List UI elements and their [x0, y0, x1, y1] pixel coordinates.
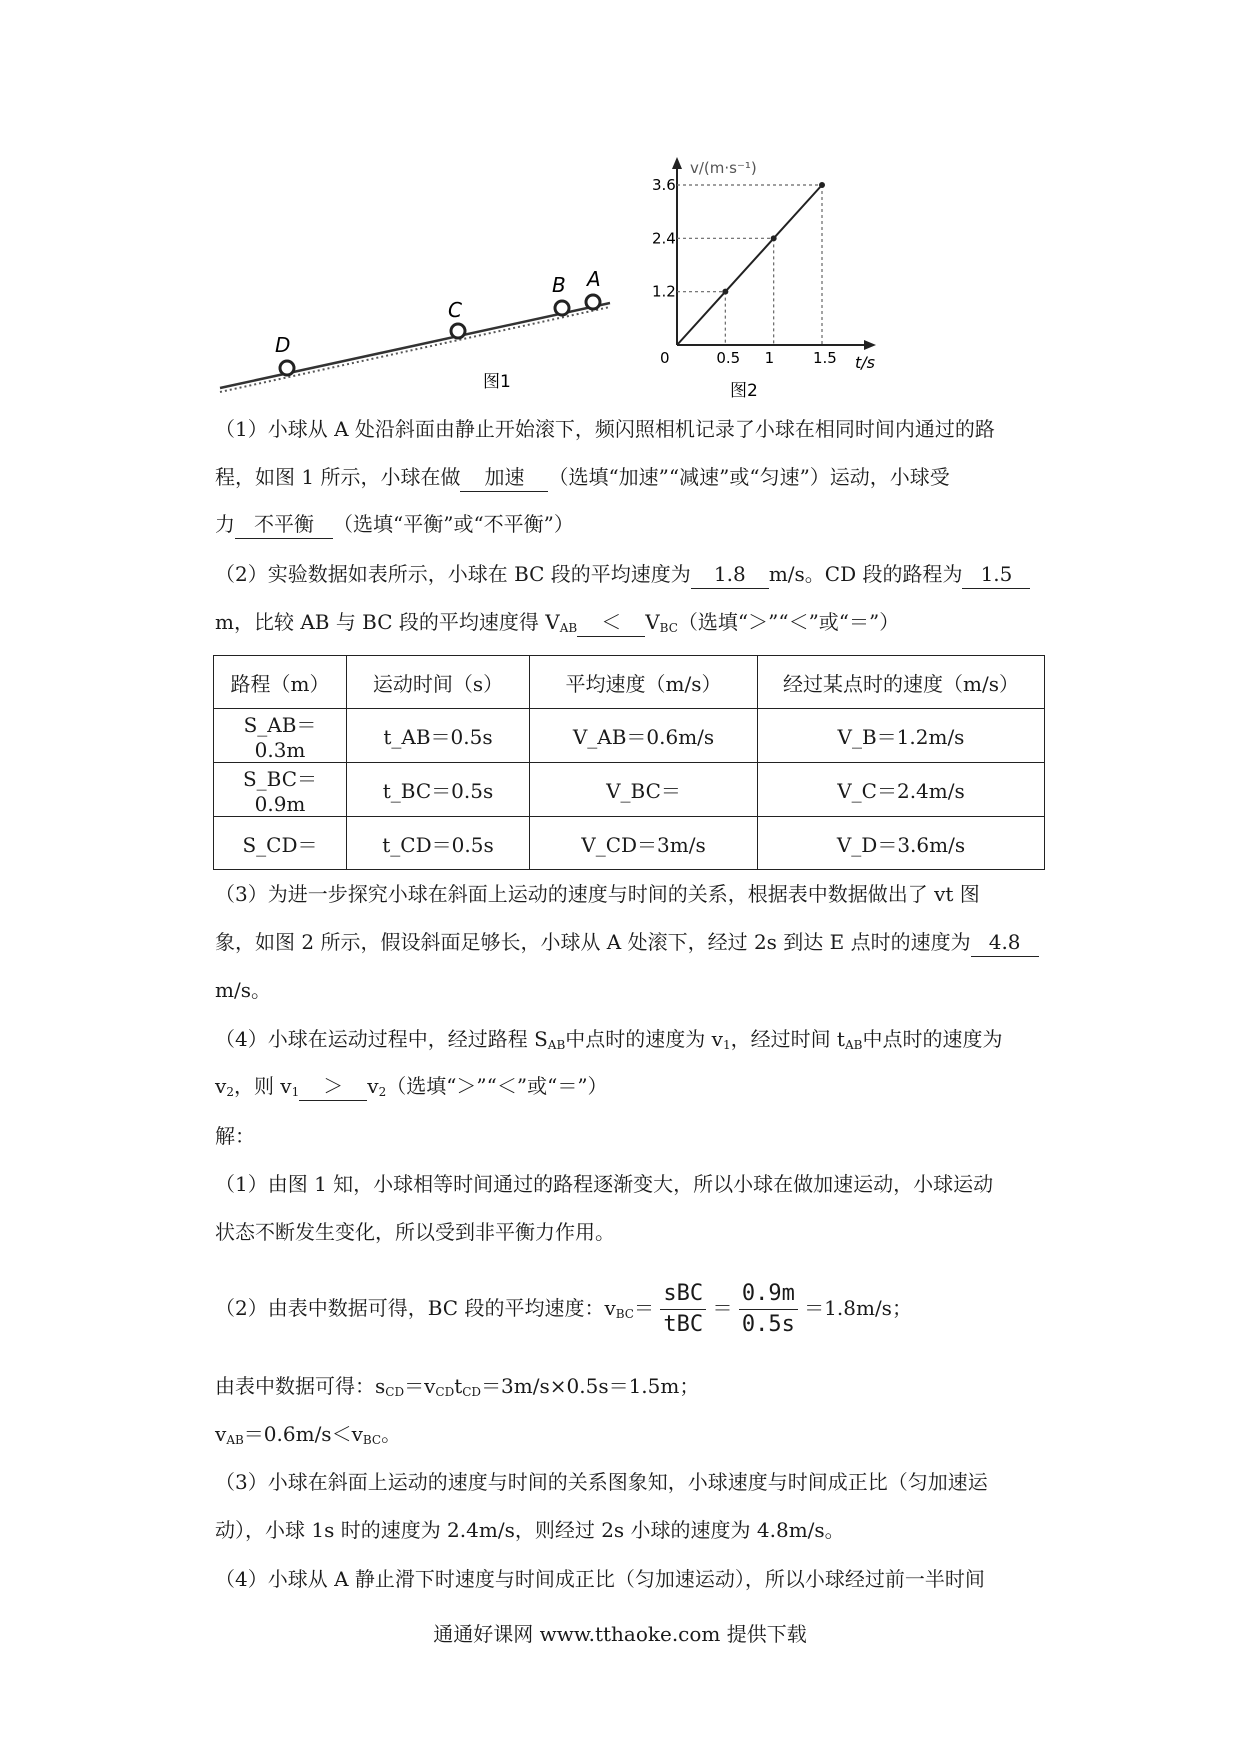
q1-answer-1: 加速 [460, 463, 548, 492]
label-a: A [587, 267, 601, 291]
table-row [214, 763, 1045, 817]
solution-2-formula: （2）由表中数据可得，BC 段的平均速度：$v_{BC}=$ $\frac{\text{sBC}}{\text{tBC}}$ ＝ $\frac{0.9m}{0.5s}$ ＝1.8m/s； [215, 1275, 912, 1341]
table-cell: S_BC＝0.9m [214, 763, 347, 817]
header-point-speed: 经过某点时的速度（m/s） [758, 656, 1045, 709]
figure-2-vt-chart [650, 155, 900, 400]
q1-line-3: 力 不平衡 （选填“平衡”或“不平衡”） [215, 510, 574, 539]
solution-2-line-3: $v_{AB}=0.6m/s<v_{BC}$。 [215, 1422, 402, 1447]
solution-3-line-1: （3）小球在斜面上运动的速度与时间的关系图象知，小球速度与时间成正比（匀加速运 [215, 1470, 988, 1494]
footer-watermark: 通通好课网 www.tthaoke.com 提供下载 [433, 1622, 807, 1646]
solution-1-line-1: （1）由图 1 知，小球相等时间通过的路程逐渐变大，所以小球在做加速运动，小球运动 [215, 1172, 994, 1196]
x-axis-label: t/s [855, 353, 875, 372]
data-point [819, 182, 825, 188]
table-cell: V_D＝3.6m/s [758, 817, 1045, 870]
ball-c [451, 324, 465, 338]
q4-line-2: $v_2$，则 $v_1 > v_2$（选填“＞”“＜”或“＝”） [215, 1074, 608, 1099]
fraction-numeric: $\frac{0.9m}{0.5s}$ [739, 1279, 798, 1340]
y-axis-arrow [672, 157, 682, 169]
fraction-symbolic: $\frac{\text{sBC}}{\text{tBC}}$ [660, 1279, 706, 1340]
q2-answer-1: 1.8 [691, 560, 769, 589]
q3-line-1: （3）为进一步探究小球在斜面上运动的速度与时间的关系，根据表中数据做出了 vt 图 [215, 882, 980, 906]
table-row [214, 817, 1045, 870]
table-cell: t_AB＝0.5s [347, 709, 530, 763]
header-time: 运动时间（s） [347, 656, 530, 709]
figure-1-caption: 图1 [483, 372, 511, 392]
table-cell: t_CD＝0.5s [347, 817, 530, 870]
table-cell: S_AB＝0.3m [214, 709, 347, 763]
x-axis-arrow [864, 340, 876, 350]
q2-line-1: （2）实验数据如表所示，小球在 BC 段的平均速度为 1.8 m/s。CD 段的路程为 1.5 [215, 560, 1030, 589]
q1-line-2: 程，如图 1 所示，小球在做 加速 （选填“加速”“减速”或“匀速”）运动，小球受 [215, 463, 950, 492]
solution-1-line-2: 状态不断发生变化，所以受到非平衡力作用。 [215, 1220, 615, 1244]
q3-line-2: 象，如图 2 所示，假设斜面足够长，小球从 A 处滚下，经过 2s 到达 E 点时的速度为 4.8 [215, 928, 1039, 957]
table-row [214, 709, 1045, 763]
ball-b [555, 301, 569, 315]
table-cell: V_B＝1.2m/s [758, 709, 1045, 763]
y-tick-label: 3.6 [652, 176, 676, 194]
q3-line-3: m/s。 [215, 978, 271, 1002]
figure-2-caption: 图2 [730, 381, 758, 400]
ball-d [280, 361, 294, 375]
data-point [722, 289, 728, 295]
table-header-row [214, 656, 1045, 709]
q3-answer: 4.8 [971, 928, 1039, 957]
table-cell: V_CD＝3m/s [530, 817, 758, 870]
data-table [213, 655, 1045, 870]
q2-answer-3: ＜ [577, 608, 645, 637]
header-avg-speed: 平均速度（m/s） [530, 656, 758, 709]
y-axis-label: v/(m·s⁻¹) [690, 159, 757, 177]
x-tick-label: 1 [764, 349, 775, 367]
q4-answer: ＞ [299, 1072, 367, 1101]
label-d: D [275, 333, 291, 357]
x-tick-label: 0.5 [716, 349, 741, 367]
solution-4-line-1: （4）小球从 A 静止滑下时速度与时间成正比（匀加速运动），所以小球经过前一半时间 [215, 1567, 985, 1591]
figure-1-incline [215, 240, 645, 400]
q2-answer-2: 1.5 [962, 560, 1030, 589]
solution-2-line-2: 由表中数据可得：$s_{CD}=v_{CD}t_{CD}=3m/s\times 0.5s=1.5m$； [215, 1374, 700, 1399]
table-cell: t_BC＝0.5s [347, 763, 530, 817]
table-cell: V_BC＝ [530, 763, 758, 817]
origin-label: 0 [660, 349, 670, 367]
x-tick-label: 1.5 [813, 349, 837, 367]
solution-heading: 解： [215, 1124, 255, 1148]
header-distance: 路程（m） [214, 656, 347, 709]
ball-a [586, 295, 600, 309]
table-cell: V_AB＝0.6m/s [530, 709, 758, 763]
q1-answer-2: 不平衡 [235, 510, 333, 539]
data-point [771, 235, 777, 241]
series-line [677, 185, 822, 345]
solution-3-line-2: 动），小球 1s 时的速度为 2.4m/s，则经过 2s 小球的速度为 4.8m/s。 [215, 1518, 845, 1542]
q4-line-1: （4）小球在运动过程中，经过路程 $S_{AB}$中点时的速度为 $v_1$，经过时间 $t_{AB}$中点时的速度为 [215, 1027, 1003, 1052]
q1-line-1: （1）小球从 A 处沿斜面由静止开始滚下，频闪照相机记录了小球在相同时间内通过的路 [215, 417, 995, 441]
table-cell: S_CD＝ [214, 817, 347, 870]
q2-line-2: m，比较 AB 与 BC 段的平均速度得 $V_{AB} < V_{BC}$（选填“＞”“＜”或“＝”） [215, 610, 900, 635]
label-b: B [552, 273, 566, 297]
y-tick-label: 2.4 [652, 229, 676, 248]
table-cell: V_C＝2.4m/s [758, 763, 1045, 817]
label-c: C [448, 298, 462, 322]
y-tick-label: 1.2 [652, 282, 676, 301]
